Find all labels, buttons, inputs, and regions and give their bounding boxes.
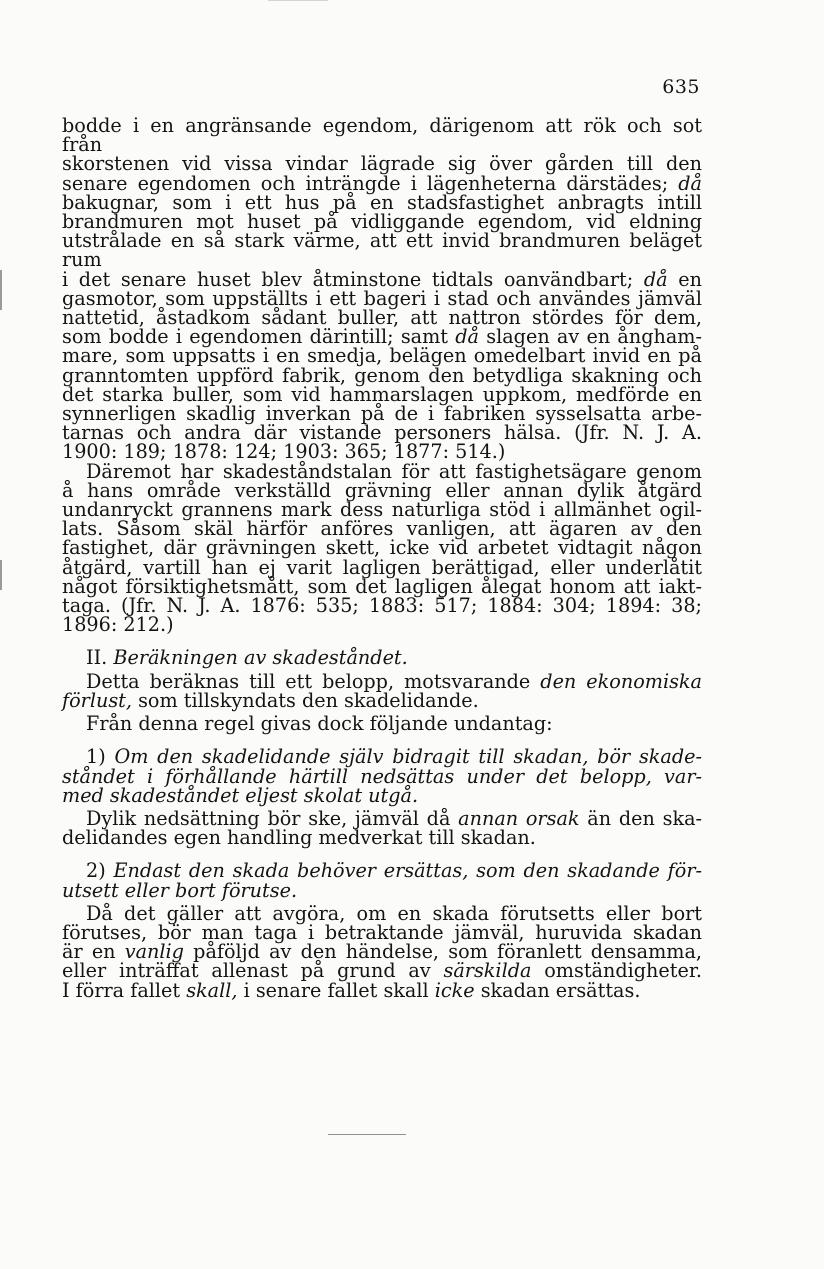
text-span: Dylik nedsättning bör ske, jämväl då <box>86 806 459 830</box>
text-line <box>62 613 702 637</box>
text-line <box>62 978 702 1002</box>
paragraph <box>62 669 702 712</box>
text-span: Detta beräknas till ett belopp, motsvarande <box>86 669 541 693</box>
text-span: är en <box>62 940 125 964</box>
paragraph <box>62 459 702 637</box>
paragraph <box>62 747 702 805</box>
italic-text: icke <box>434 978 475 1002</box>
italic-text: Endast den skada behöver ersättas, som den skadande för- <box>113 859 702 883</box>
italic-text: då <box>678 171 702 195</box>
text-span: skorstenen vid vissa vindar lägrade sig över gården till den <box>62 152 702 176</box>
text-span: 2) <box>86 859 114 883</box>
text-span: 1) <box>86 745 115 769</box>
italic-text: skall, <box>186 978 238 1002</box>
top-edge-rule <box>268 0 328 1</box>
text-span: en <box>667 267 703 291</box>
text-span: mare, som uppsatts i en smedja, belägen omedelbart invid en på <box>62 344 702 368</box>
text-line <box>62 878 702 902</box>
italic-text: Om den skadelidande själv bidragit till skadan, bör skade- <box>114 745 702 769</box>
italic-text: utsett eller bort förutse. <box>62 878 298 902</box>
italic-text: ståndet i förhållande härtill nedsättas under det belopp, var- <box>62 764 702 788</box>
text-line <box>62 229 702 272</box>
italic-text: förlust, <box>62 688 132 712</box>
text-span: Däremot har skadeståndstalan för att fastighetsägare genom <box>86 459 702 483</box>
text-line <box>62 826 702 850</box>
text-span: slagen av en ångham- <box>479 325 702 349</box>
text-span: än den ska- <box>579 806 702 830</box>
text-span: bodde i en angränsande egendom, därigenom att rök och sot från <box>62 114 702 157</box>
text-span: det starka buller, som vid hammarslagen uppkom, medförde en <box>62 382 702 406</box>
text-line <box>62 646 702 670</box>
text-span: brandmuren mot huset på vidliggande egendom, vid eldning <box>62 210 702 234</box>
text-span: Då det gäller att avgöra, om en skada förutsetts eller bort <box>86 901 702 925</box>
text-span: bakugnar, som i ett hus på en stadsfastighet anbragts intill <box>62 190 702 214</box>
italic-text: då <box>643 267 668 291</box>
text-span: något försiktighetsmått, som det lagligen ålegat honom att iakt- <box>62 574 702 598</box>
scan-edge-mark <box>0 270 2 310</box>
italic-text: Beräkningen av skadeståndet. <box>113 646 408 670</box>
text-span: nattetid, åstadkom sådant buller, att nattron stördes för dem, <box>62 306 702 330</box>
text-span: synnerligen skadlig inverkan på de i fabriken sysselsatta arbe- <box>62 402 702 426</box>
scan-edge-mark <box>0 560 2 590</box>
italic-text: då <box>455 325 479 349</box>
text-span: åtgärd, vartill han ej varit lagligen berättigad, eller underlåtit <box>62 555 702 579</box>
text-span: lats. Såsom skäl härför anföres vanligen, att ägaren av den <box>62 517 702 541</box>
italic-text: annan orsak <box>458 806 580 830</box>
paragraph <box>62 859 702 902</box>
paragraph <box>62 116 702 462</box>
text-span: Från denna regel givas dock följande undantag: <box>86 712 553 736</box>
text-line <box>62 688 702 712</box>
text-span: tarnas och andra där vistande personers hälsa. (Jfr. N. J. A. <box>62 421 702 445</box>
paragraph <box>62 712 702 736</box>
text-span: gasmotor, som uppställts i ett bageri i stad och användes jämväl <box>62 286 702 310</box>
text-line <box>62 712 702 736</box>
text-span: eller inträffat allenast på grund av <box>62 959 444 983</box>
text-span: granntomten uppförd fabrik, genom den betydliga skakning och <box>62 363 702 387</box>
text-line <box>62 114 702 157</box>
text-span: taga. (Jfr. N. J. A. 1876: 535; 1883: 517; 1884: 304; 1894: 38; <box>62 594 702 618</box>
text-span: undanryckt grannens mark dess naturliga stöd i allmänhet ogil- <box>62 498 702 522</box>
text-span: i senare fallet skall <box>237 978 435 1002</box>
text-span: omständigheter. <box>531 959 702 983</box>
text-span: utstrålade en så stark värme, att ett invid brandmuren beläget rum <box>62 229 702 272</box>
text-span: delidandes egen handling medverkat till skadan. <box>62 826 536 850</box>
body-text <box>62 116 702 1000</box>
text-line <box>62 783 702 807</box>
italic-text: särskilda <box>443 959 532 983</box>
text-span: som bodde i egendomen därintill; samt <box>62 325 456 349</box>
text-span: i det senare huset blev åtminstone tidtals oanvändbart; <box>62 267 644 291</box>
paragraph <box>62 806 702 850</box>
italic-text: den ekonomiska <box>540 669 702 693</box>
page-number: 635 <box>662 76 700 98</box>
text-span: fastighet, där grävningen skett, icke vid arbetet vidtagit någon <box>62 536 702 560</box>
section-heading <box>62 646 702 670</box>
text-span: förutses, bör man taga i betraktande jämväl, huruvida skadan <box>62 920 702 944</box>
paragraph <box>62 901 702 1002</box>
text-span: I förra fallet <box>62 978 187 1002</box>
italic-text: med skadeståndet eljest skolat utgå. <box>62 783 419 807</box>
text-span: 1896: 212.) <box>62 613 174 637</box>
text-span: skadan ersättas. <box>474 978 641 1002</box>
text-span: å hans område verkställd grävning eller annan dylik åtgärd <box>62 478 702 502</box>
text-span: II. <box>86 646 114 670</box>
text-span: senare egendomen och inträngde i lägenheterna därstädes; <box>62 171 679 195</box>
end-rule <box>328 1134 406 1135</box>
text-span: 1900: 189; 1878: 124; 1903: 365; 1877: 514.) <box>62 440 506 464</box>
italic-text: vanlig <box>124 940 184 964</box>
text-span: som tillskyndats den skadelidande. <box>131 688 479 712</box>
text-span: påföljd av den händelse, som föranlett densamma, <box>183 940 702 964</box>
